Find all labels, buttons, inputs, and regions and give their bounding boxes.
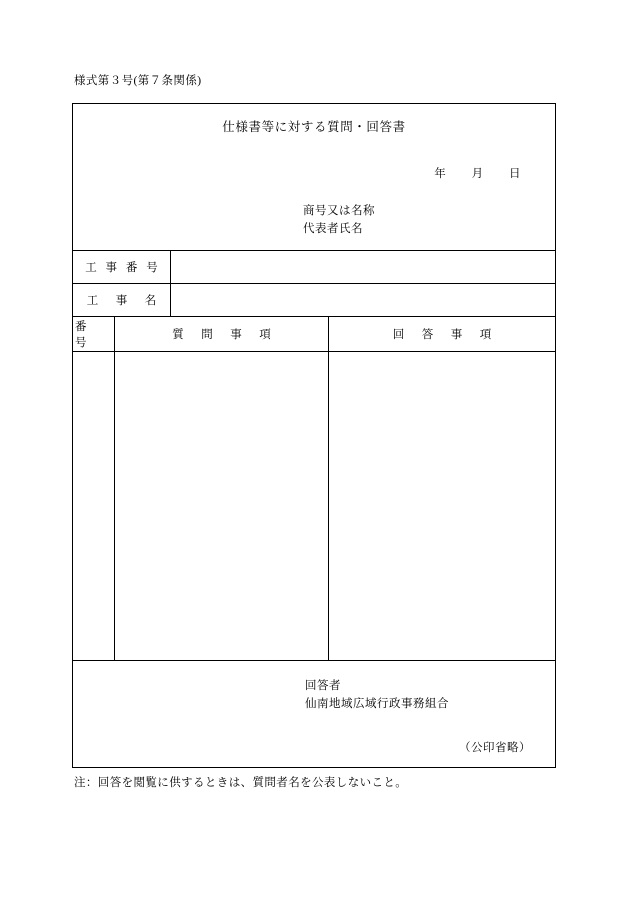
construction-name-label: 工 事 名: [73, 284, 171, 316]
cell-question[interactable]: [115, 352, 329, 660]
form-sheet: [72, 103, 556, 768]
construction-number-label: 工 事 番 号: [73, 251, 171, 283]
date-year-label: 年: [434, 168, 447, 180]
info-row-construction-name: [73, 283, 555, 316]
responder-label: 回答者: [305, 680, 341, 692]
header-block: [73, 104, 555, 250]
footer-block: [73, 660, 555, 771]
cell-number[interactable]: [73, 352, 115, 660]
responder-block: [73, 661, 555, 714]
representative-name-label: 代表者氏名: [303, 222, 363, 235]
column-header-number: 番 号: [73, 317, 115, 351]
column-header-question: 質 問 事 項: [115, 317, 329, 351]
date-line: [73, 165, 555, 181]
construction-name-field[interactable]: [171, 284, 555, 316]
seal-omitted-note: （公印省略）: [459, 742, 531, 754]
table-row: [73, 351, 555, 660]
construction-number-field[interactable]: [171, 251, 555, 283]
column-header-answer: 回 答 事 項: [392, 329, 495, 341]
info-row-construction-number: [73, 250, 555, 283]
responder-name: 仙南地域広域行政事務組合: [305, 697, 449, 710]
cell-answer[interactable]: [329, 352, 555, 660]
footnote: 注：回答を閲覧に供するときは、質問者名を公表しないこと。: [74, 777, 408, 789]
date-month-label: 月: [471, 168, 484, 180]
company-name-label: 商号又は名称: [303, 205, 375, 217]
date-day-label: 日: [509, 168, 521, 180]
form-number: 様式第３号(第７条関係): [74, 75, 202, 87]
document-title: 仕様書等に対する質問・回答書: [222, 120, 406, 134]
table-header-row: [73, 316, 555, 351]
party-block: [73, 203, 555, 239]
